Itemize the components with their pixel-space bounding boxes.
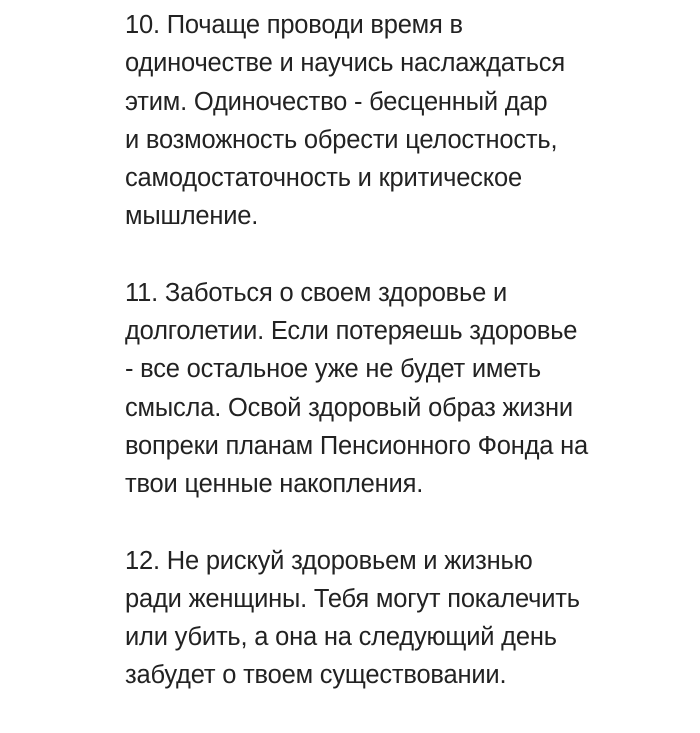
paragraph-line: твои ценные накопления. — [125, 470, 424, 499]
paragraph-line: долголетии. Если потеряешь здоровье — [125, 317, 578, 346]
paragraph-line: и возможность обрести целостность, — [125, 125, 558, 154]
paragraph-line: 12. Не рискуй здоровьем и жизнью — [125, 546, 533, 575]
paragraph-line: - все остальное уже не будет иметь — [125, 355, 541, 384]
document-text — [125, 6, 695, 733]
paragraph-line: мышление. — [125, 202, 259, 231]
paragraph-10 — [125, 6, 695, 236]
paragraph-12 — [125, 542, 695, 695]
paragraph-line: вопреки планам Пенсионного Фонда на — [125, 431, 589, 460]
paragraph-line: самодостаточность и критическое — [125, 164, 522, 193]
paragraph-line: ради женщины. Тебя могут покалечить — [125, 584, 580, 613]
paragraph-line: одиночестве и научись наслаждаться — [125, 49, 565, 78]
paragraph-11 — [125, 274, 695, 504]
paragraph-line: или убить, а она на следующий день — [125, 623, 557, 652]
paragraph-line: смысла. Освой здоровый образ жизни — [125, 393, 573, 422]
paragraph-line: забудет о твоем существовании. — [125, 661, 507, 690]
paragraph-line: этим. Одиночество - бесценный дар — [125, 87, 548, 116]
paragraph-line: 10. Почаще проводи время в — [125, 11, 463, 39]
paragraph-line: 11. Заботься о своем здоровье и — [125, 278, 508, 307]
